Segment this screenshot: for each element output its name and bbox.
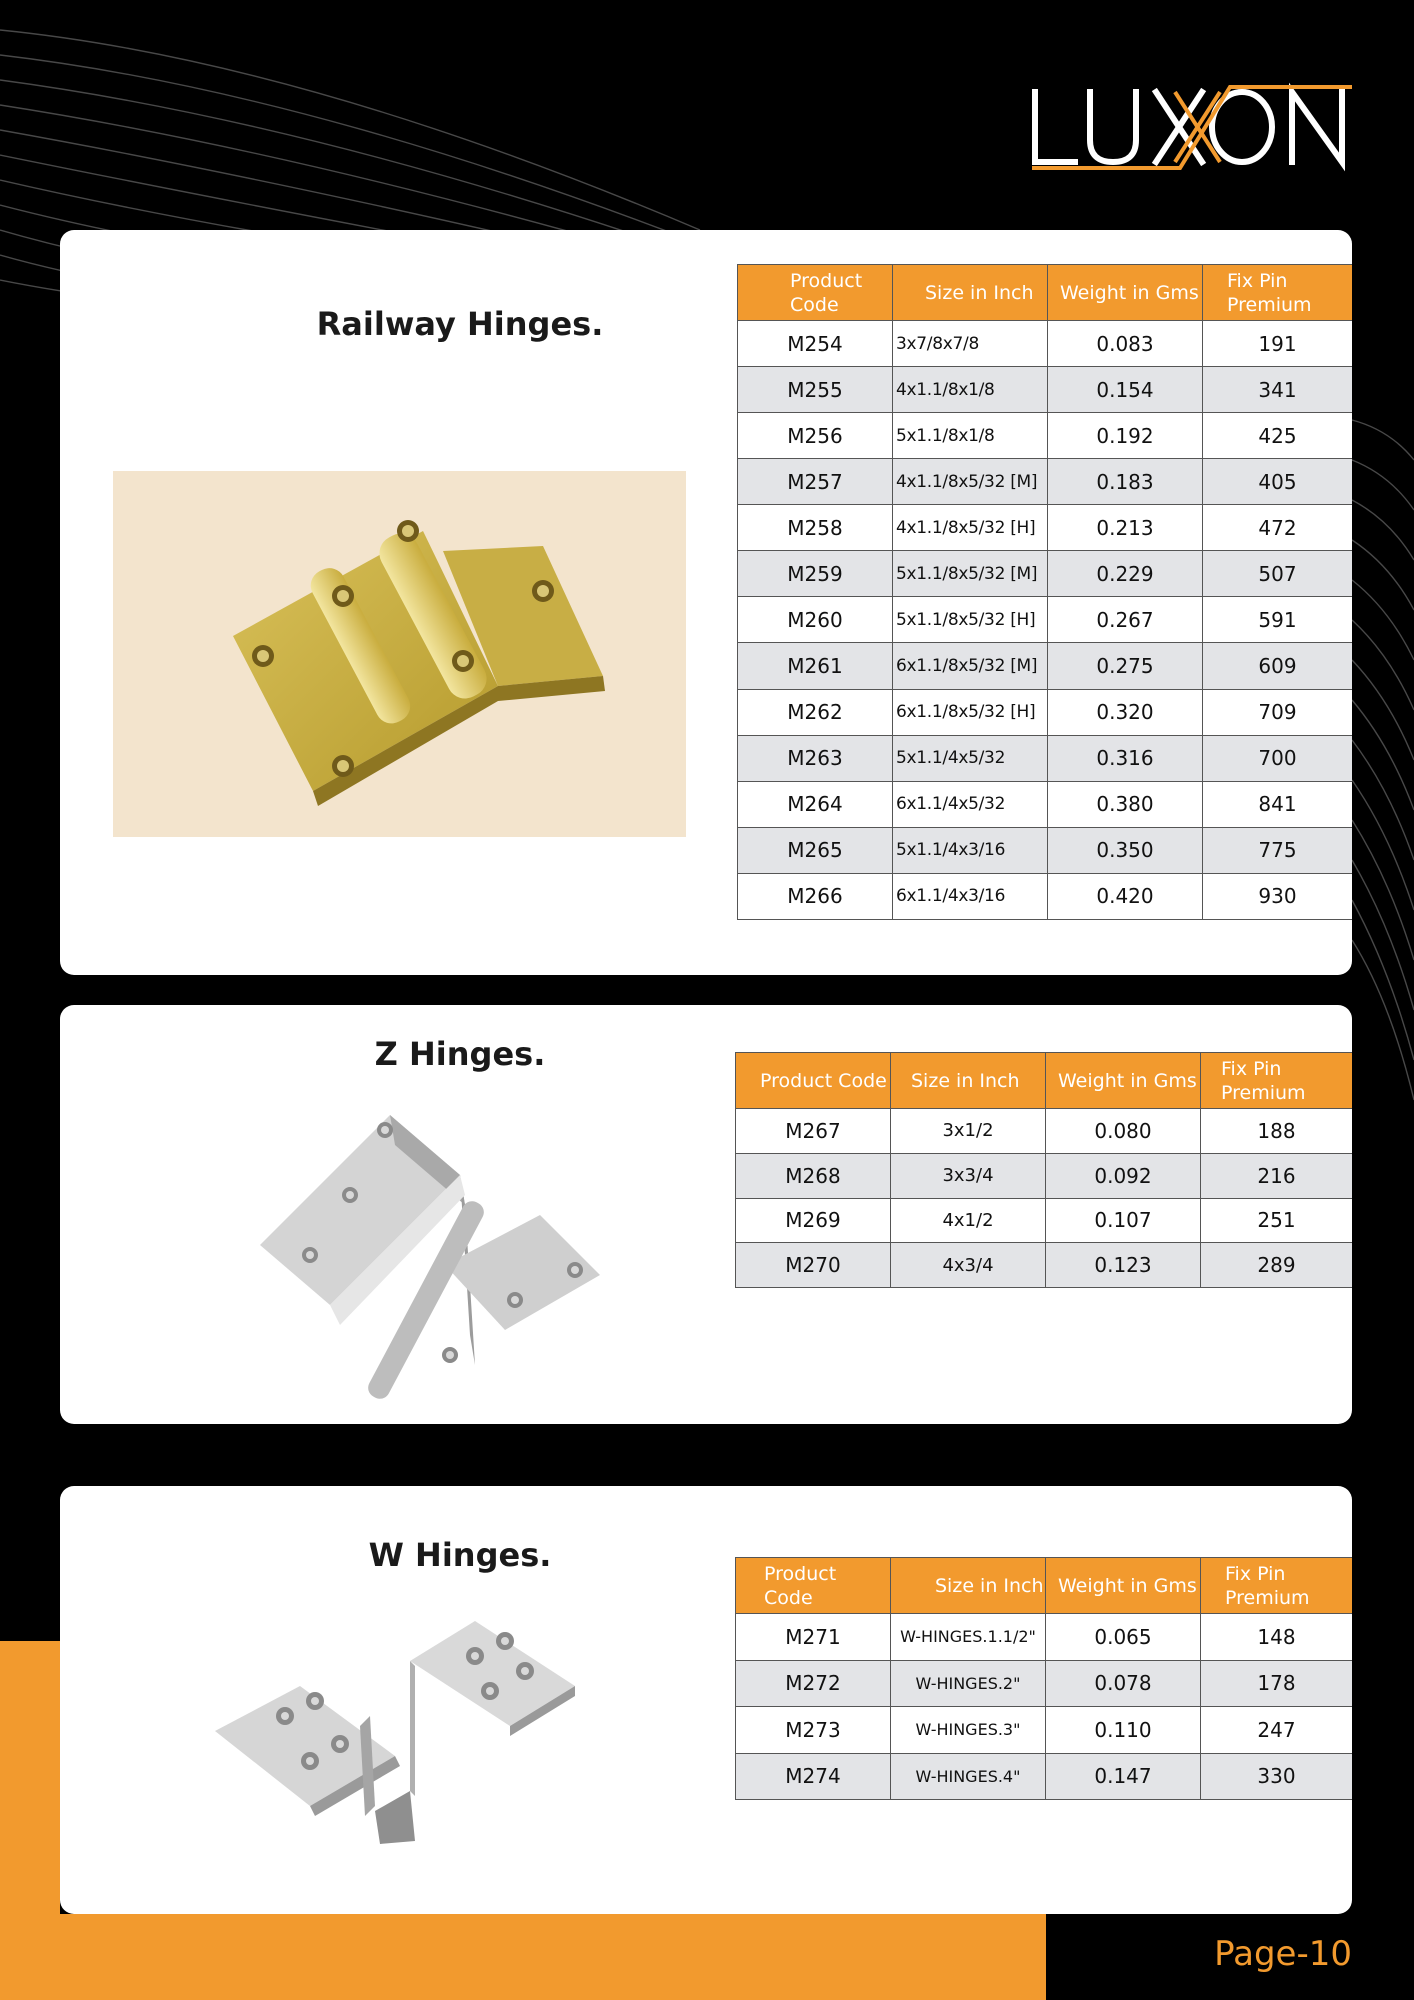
weight: 0.083 <box>1048 321 1203 367</box>
weight: 0.078 <box>1046 1660 1201 1707</box>
size: W-HINGES.4" <box>891 1753 1046 1800</box>
orange-accent-bottom <box>0 1914 1046 2000</box>
header-weight: Weight in Gms <box>1048 265 1203 321</box>
steel-z-hinge-photo <box>250 1105 630 1405</box>
weight: 0.147 <box>1046 1753 1201 1800</box>
railway-hinges-panel <box>60 230 1352 975</box>
size: 6x1.1/4x5/32 <box>893 781 1048 827</box>
weight: 0.380 <box>1048 781 1203 827</box>
product-code: M261 <box>738 643 893 689</box>
header-size: Size in Inch <box>891 1053 1046 1109</box>
price: 930 <box>1203 873 1353 919</box>
price: 609 <box>1203 643 1353 689</box>
price: 700 <box>1203 735 1353 781</box>
product-code: M272 <box>736 1660 891 1707</box>
product-code: M270 <box>736 1243 891 1288</box>
table-row <box>738 505 1353 551</box>
weight: 0.420 <box>1048 873 1203 919</box>
price: 188 <box>1201 1109 1353 1154</box>
header-price: Fix Pin Premium <box>1201 1558 1353 1614</box>
price: 472 <box>1203 505 1353 551</box>
price: 709 <box>1203 689 1353 735</box>
weight: 0.275 <box>1048 643 1203 689</box>
size: 5x1.1/4x3/16 <box>893 827 1048 873</box>
weight: 0.192 <box>1048 413 1203 459</box>
price: 191 <box>1203 321 1353 367</box>
table-row <box>738 735 1353 781</box>
z-hinges-panel <box>60 1005 1352 1424</box>
product-code: M258 <box>738 505 893 551</box>
z-hinges-title: Z Hinges. <box>374 1035 546 1073</box>
size: 4x3/4 <box>891 1243 1046 1288</box>
table-row <box>736 1109 1353 1154</box>
page-number-block <box>1046 1914 1414 2000</box>
brass-railway-hinge-photo <box>113 471 686 837</box>
header-product-code: Product Code <box>736 1053 891 1109</box>
header-product-code: Product Code <box>738 265 893 321</box>
weight: 0.110 <box>1046 1707 1201 1754</box>
table-row <box>736 1243 1353 1288</box>
w-hinges-panel <box>60 1486 1352 1914</box>
header-size: Size in Inch <box>891 1558 1046 1614</box>
product-code: M259 <box>738 551 893 597</box>
table-row <box>736 1707 1353 1754</box>
size: 5x1.1/8x1/8 <box>893 413 1048 459</box>
weight: 0.065 <box>1046 1614 1201 1661</box>
product-code: M260 <box>738 597 893 643</box>
luxon-logo <box>1030 82 1352 172</box>
table-row <box>736 1198 1353 1243</box>
size: W-HINGES.3" <box>891 1707 1046 1754</box>
steel-w-hinge-photo <box>210 1616 630 1846</box>
table-row <box>738 321 1353 367</box>
price: 507 <box>1203 551 1353 597</box>
size: 4x1.1/8x1/8 <box>893 367 1048 413</box>
price: 216 <box>1201 1153 1353 1198</box>
header-size: Size in Inch <box>893 265 1048 321</box>
price: 251 <box>1201 1198 1353 1243</box>
weight: 0.213 <box>1048 505 1203 551</box>
weight: 0.123 <box>1046 1243 1201 1288</box>
size: 5x1.1/4x5/32 <box>893 735 1048 781</box>
railway-hinges-title: Railway Hinges. <box>316 305 604 343</box>
table-row <box>736 1660 1353 1707</box>
size: 6x1.1/8x5/32 [M] <box>893 643 1048 689</box>
page-number: Page-10 <box>1214 1934 1352 1974</box>
product-code: M269 <box>736 1198 891 1243</box>
header-price: Fix Pin Premium <box>1203 265 1353 321</box>
product-code: M257 <box>738 459 893 505</box>
size: 6x1.1/4x3/16 <box>893 873 1048 919</box>
price: 330 <box>1201 1753 1353 1800</box>
product-code: M273 <box>736 1707 891 1754</box>
table-row <box>738 367 1353 413</box>
price: 178 <box>1201 1660 1353 1707</box>
product-code: M263 <box>738 735 893 781</box>
w-hinges-table <box>735 1557 1352 1800</box>
weight: 0.229 <box>1048 551 1203 597</box>
price: 289 <box>1201 1243 1353 1288</box>
table-row <box>738 689 1353 735</box>
product-code: M268 <box>736 1153 891 1198</box>
z-hinges-table <box>735 1052 1352 1288</box>
table-row <box>736 1153 1353 1198</box>
price: 591 <box>1203 597 1353 643</box>
size: 3x1/2 <box>891 1109 1046 1154</box>
product-code: M265 <box>738 827 893 873</box>
table-row <box>738 551 1353 597</box>
header-weight: Weight in Gms <box>1046 1558 1201 1614</box>
size: 4x1.1/8x5/32 [H] <box>893 505 1048 551</box>
weight: 0.267 <box>1048 597 1203 643</box>
size: 4x1.1/8x5/32 [M] <box>893 459 1048 505</box>
weight: 0.154 <box>1048 367 1203 413</box>
table-row <box>738 873 1353 919</box>
size: W-HINGES.1.1/2" <box>891 1614 1046 1661</box>
price: 425 <box>1203 413 1353 459</box>
weight: 0.183 <box>1048 459 1203 505</box>
price: 775 <box>1203 827 1353 873</box>
weight: 0.350 <box>1048 827 1203 873</box>
size: 5x1.1/8x5/32 [M] <box>893 551 1048 597</box>
table-row <box>738 597 1353 643</box>
header-price: Fix Pin Premium <box>1201 1053 1353 1109</box>
weight: 0.092 <box>1046 1153 1201 1198</box>
header-product-code: Product Code <box>736 1558 891 1614</box>
weight: 0.320 <box>1048 689 1203 735</box>
weight: 0.316 <box>1048 735 1203 781</box>
product-code: M274 <box>736 1753 891 1800</box>
size: 5x1.1/8x5/32 [H] <box>893 597 1048 643</box>
product-code: M271 <box>736 1614 891 1661</box>
size: 3x7/8x7/8 <box>893 321 1048 367</box>
table-row <box>736 1614 1353 1661</box>
railway-hinges-table <box>737 264 1352 920</box>
header-weight: Weight in Gms <box>1046 1053 1201 1109</box>
product-code: M256 <box>738 413 893 459</box>
product-code: M267 <box>736 1109 891 1154</box>
price: 247 <box>1201 1707 1353 1754</box>
price: 341 <box>1203 367 1353 413</box>
weight: 0.080 <box>1046 1109 1201 1154</box>
product-code: M262 <box>738 689 893 735</box>
table-row <box>738 413 1353 459</box>
weight: 0.107 <box>1046 1198 1201 1243</box>
table-row <box>738 827 1353 873</box>
size: 4x1/2 <box>891 1198 1046 1243</box>
price: 148 <box>1201 1614 1353 1661</box>
table-row <box>736 1753 1353 1800</box>
product-code: M255 <box>738 367 893 413</box>
table-row <box>738 643 1353 689</box>
product-code: M266 <box>738 873 893 919</box>
w-hinges-title: W Hinges. <box>368 1536 552 1574</box>
size: W-HINGES.2" <box>891 1660 1046 1707</box>
table-row <box>738 781 1353 827</box>
price: 841 <box>1203 781 1353 827</box>
product-code: M254 <box>738 321 893 367</box>
size: 3x3/4 <box>891 1153 1046 1198</box>
product-code: M264 <box>738 781 893 827</box>
size: 6x1.1/8x5/32 [H] <box>893 689 1048 735</box>
table-row <box>738 459 1353 505</box>
price: 405 <box>1203 459 1353 505</box>
